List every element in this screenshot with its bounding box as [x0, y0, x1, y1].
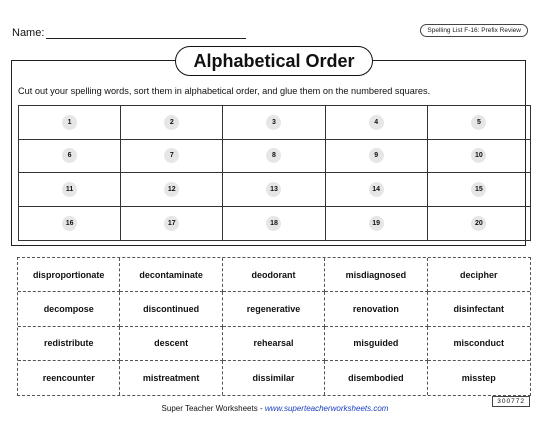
numbered-square[interactable] — [121, 140, 223, 174]
word-card[interactable]: renovation — [325, 292, 427, 326]
page-title: Alphabetical Order — [175, 46, 373, 76]
word-card[interactable]: decipher — [428, 258, 530, 292]
footer-brand: Super Teacher Worksheets — [161, 404, 258, 413]
instructions-text: Cut out your spelling words, sort them in alphabetical order, and glue them on the numbered squares. — [18, 86, 431, 96]
word-card[interactable]: mistreatment — [120, 361, 222, 395]
numbered-square[interactable] — [19, 173, 121, 207]
square-number: 10 — [471, 148, 486, 163]
square-number: 20 — [471, 216, 486, 231]
square-number: 11 — [62, 182, 77, 197]
numbered-square[interactable] — [326, 106, 428, 140]
word-card[interactable]: misconduct — [428, 327, 530, 361]
numbered-square[interactable] — [223, 173, 325, 207]
square-number: 19 — [369, 216, 384, 231]
word-card[interactable]: disinfectant — [428, 292, 530, 326]
numbered-square[interactable] — [223, 106, 325, 140]
word-card[interactable]: disembodied — [325, 361, 427, 395]
word-card[interactable]: decontaminate — [120, 258, 222, 292]
word-card[interactable]: reencounter — [18, 361, 120, 395]
square-number: 12 — [164, 182, 179, 197]
word-card[interactable]: deodorant — [223, 258, 325, 292]
square-number: 7 — [164, 148, 179, 163]
numbered-square[interactable] — [223, 140, 325, 174]
numbered-square[interactable] — [326, 207, 428, 241]
square-number: 3 — [266, 115, 281, 130]
footer — [0, 404, 550, 413]
word-card[interactable]: decompose — [18, 292, 120, 326]
word-card[interactable]: misstep — [461, 372, 496, 383]
numbered-squares-grid — [18, 105, 531, 241]
numbered-square[interactable] — [326, 140, 428, 174]
worksheet-code: 300772 — [492, 396, 530, 407]
numbered-square[interactable] — [121, 106, 223, 140]
square-number: 14 — [369, 182, 384, 197]
numbered-square[interactable] — [121, 173, 223, 207]
square-number: 15 — [471, 182, 486, 197]
name-line — [46, 38, 246, 39]
numbered-square[interactable] — [428, 140, 530, 174]
square-number: 18 — [266, 216, 281, 231]
word-card[interactable]: disproportionate — [18, 258, 120, 292]
word-card[interactable]: rehearsal — [223, 327, 325, 361]
word-card[interactable]: redistribute — [18, 327, 120, 361]
numbered-square[interactable] — [19, 207, 121, 241]
numbered-square[interactable] — [428, 207, 530, 241]
square-number: 9 — [369, 148, 384, 163]
square-number: 6 — [62, 148, 77, 163]
numbered-square[interactable] — [19, 140, 121, 174]
footer-separator: - — [257, 404, 265, 413]
numbered-square[interactable] — [121, 207, 223, 241]
square-number: 17 — [164, 216, 179, 231]
square-number: 1 — [62, 115, 77, 130]
word-card[interactable]: discontinued — [120, 292, 222, 326]
word-cards-grid — [17, 257, 531, 396]
numbered-square[interactable] — [326, 173, 428, 207]
square-number: 5 — [471, 115, 486, 130]
word-card[interactable]: regenerative — [223, 292, 325, 326]
word-card[interactable]: misdiagnosed — [325, 258, 427, 292]
square-number: 13 — [266, 182, 281, 197]
square-number: 2 — [164, 115, 179, 130]
numbered-square[interactable] — [428, 173, 530, 207]
numbered-square[interactable] — [19, 106, 121, 140]
square-number: 8 — [266, 148, 281, 163]
square-number: 4 — [369, 115, 384, 130]
spelling-list-tag: Spelling List F-16: Prefix Review — [420, 24, 528, 37]
numbered-square[interactable] — [428, 106, 530, 140]
numbered-square[interactable] — [223, 207, 325, 241]
footer-url-link[interactable]: www.superteacherworksheets.com — [264, 404, 389, 413]
word-card[interactable]: misguided — [325, 327, 427, 361]
square-number: 16 — [62, 216, 77, 231]
word-card[interactable]: dissimilar — [223, 361, 325, 395]
word-card[interactable]: descent — [120, 327, 222, 361]
name-label: Name: — [12, 27, 45, 39]
